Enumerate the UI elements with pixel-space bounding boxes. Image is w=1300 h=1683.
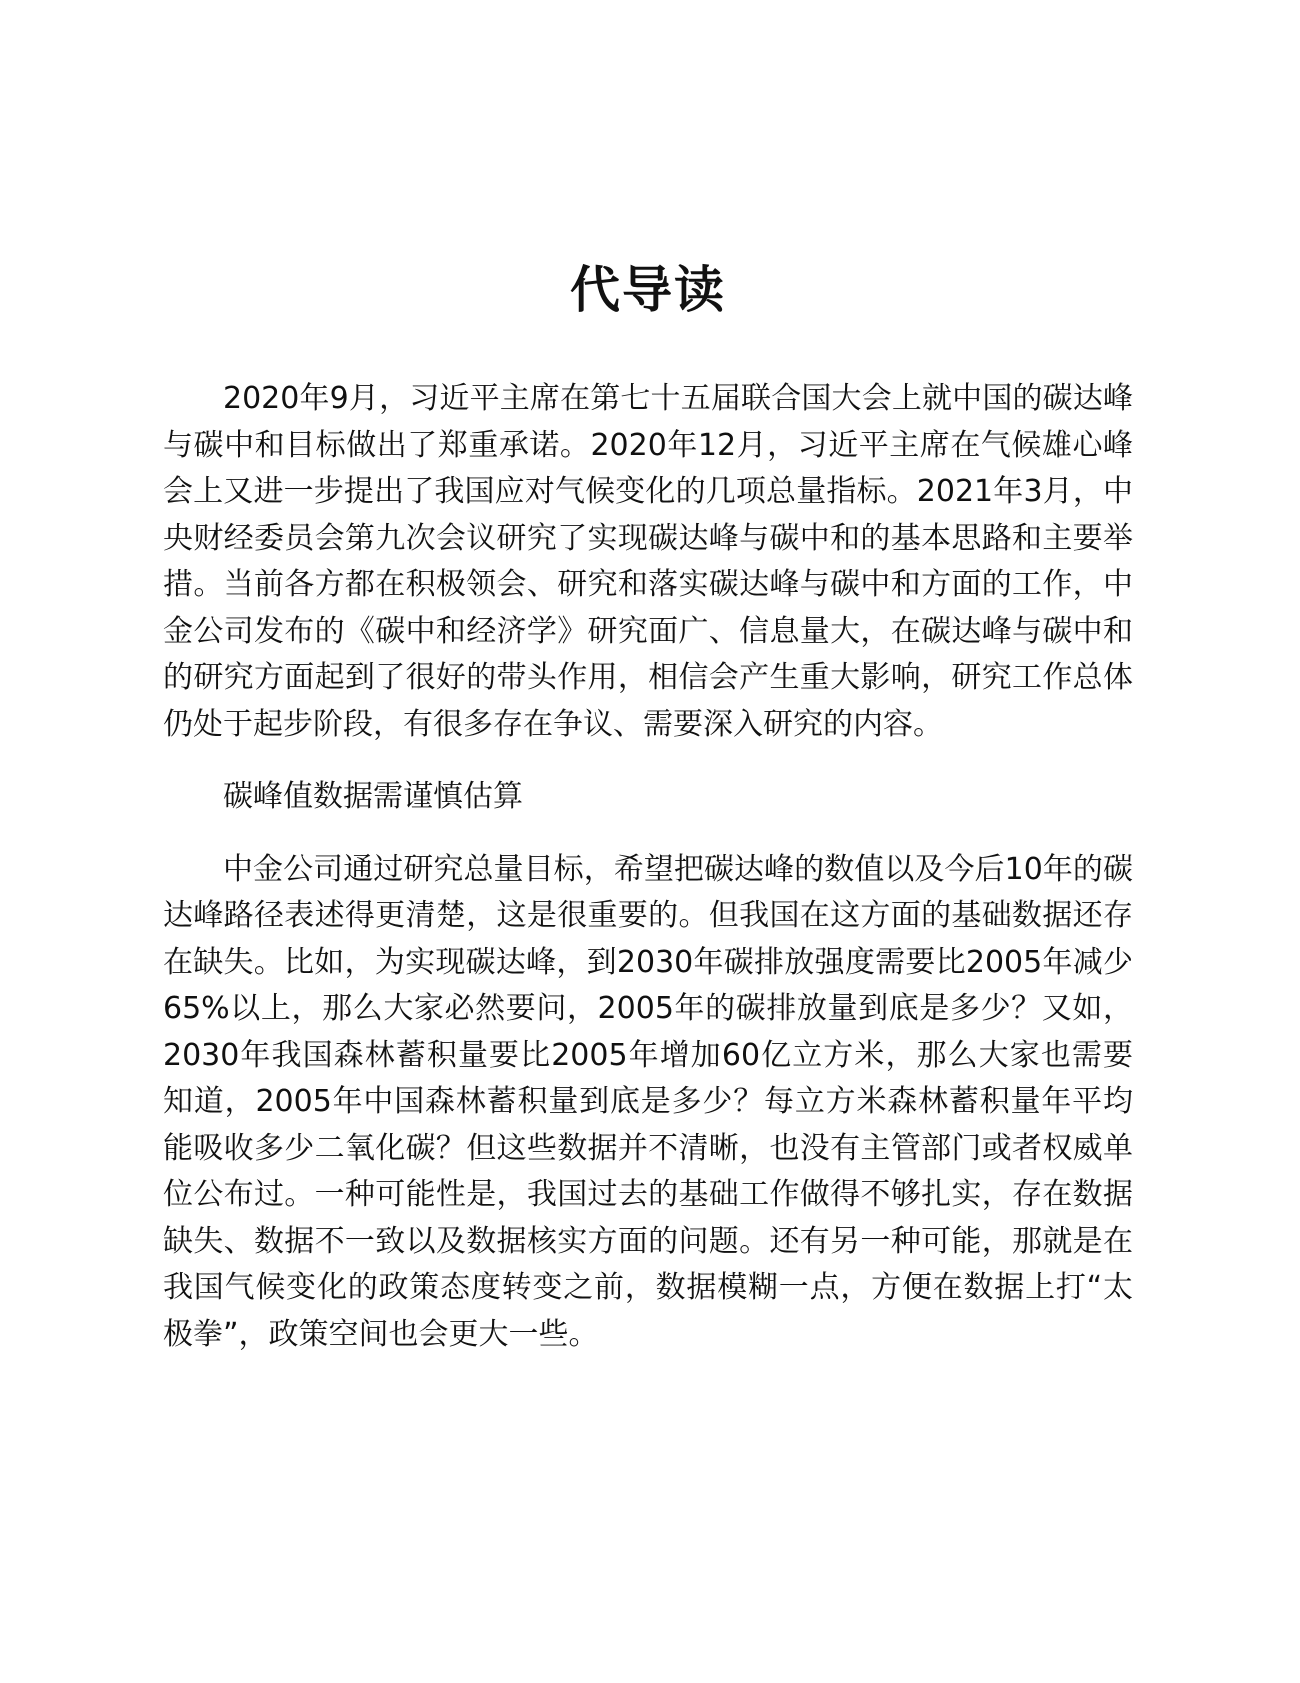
page-title: 代导读 bbox=[570, 261, 726, 319]
document-page bbox=[163, 250, 1133, 1358]
section-paragraph: 中金公司通过研究总量目标，希望把碳达峰的数值以及今后10年的碳达峰路径表述得更清楚，这是很重要的。但我国在这方面的基础数据还存在缺失。比如，为实现碳达峰，到2030年碳排放强度需要比2005年减少65%以上，那么大家必然要问，2005年的碳排放量到底是多少？又如，2030年我国森林蓄积量要比2005年增加60亿立方米，那么大家也需要知道，2005年中国森林蓄积量到底是多少？每立方米森林蓄积量年平均能吸收多少二氧化碳？但这些数据并不清晰，也没有主管部门或者权威单位公布过。一种可能性是，我国过去的基础工作做得不够扎实，存在数据缺失、数据不一致以及数据核实方面的问题。还有另一种可能，那就是在我国气候变化的政策态度转变之前，数据模糊一点，方便在数据上打“太极拳”，政策空间也会更大一些。 bbox=[163, 851, 1133, 1352]
intro-paragraph: 2020年9月，习近平主席在第七十五届联合国大会上就中国的碳达峰与碳中和目标做出了郑重承诺。2020年12月，习近平主席在气候雄心峰会上又进一步提出了我国应对气候变化的几项总量指标。2021年3月，中央财经委员会第九次会议研究了实现碳达峰与碳中和的基本思路和主要举措。当前各方都在积极领会、研究和落实碳达峰与碳中和方面的工作，中金公司发布的《碳中和经济学》研究面广、信息量大，在碳达峰与碳中和的研究方面起到了很好的带头作用，相信会产生重大影响，研究工作总体仍处于起步阶段，有很多存在争议、需要深入研究的内容。 bbox=[163, 381, 1133, 742]
section-heading: 碳峰值数据需谨慎估算 bbox=[223, 779, 523, 814]
